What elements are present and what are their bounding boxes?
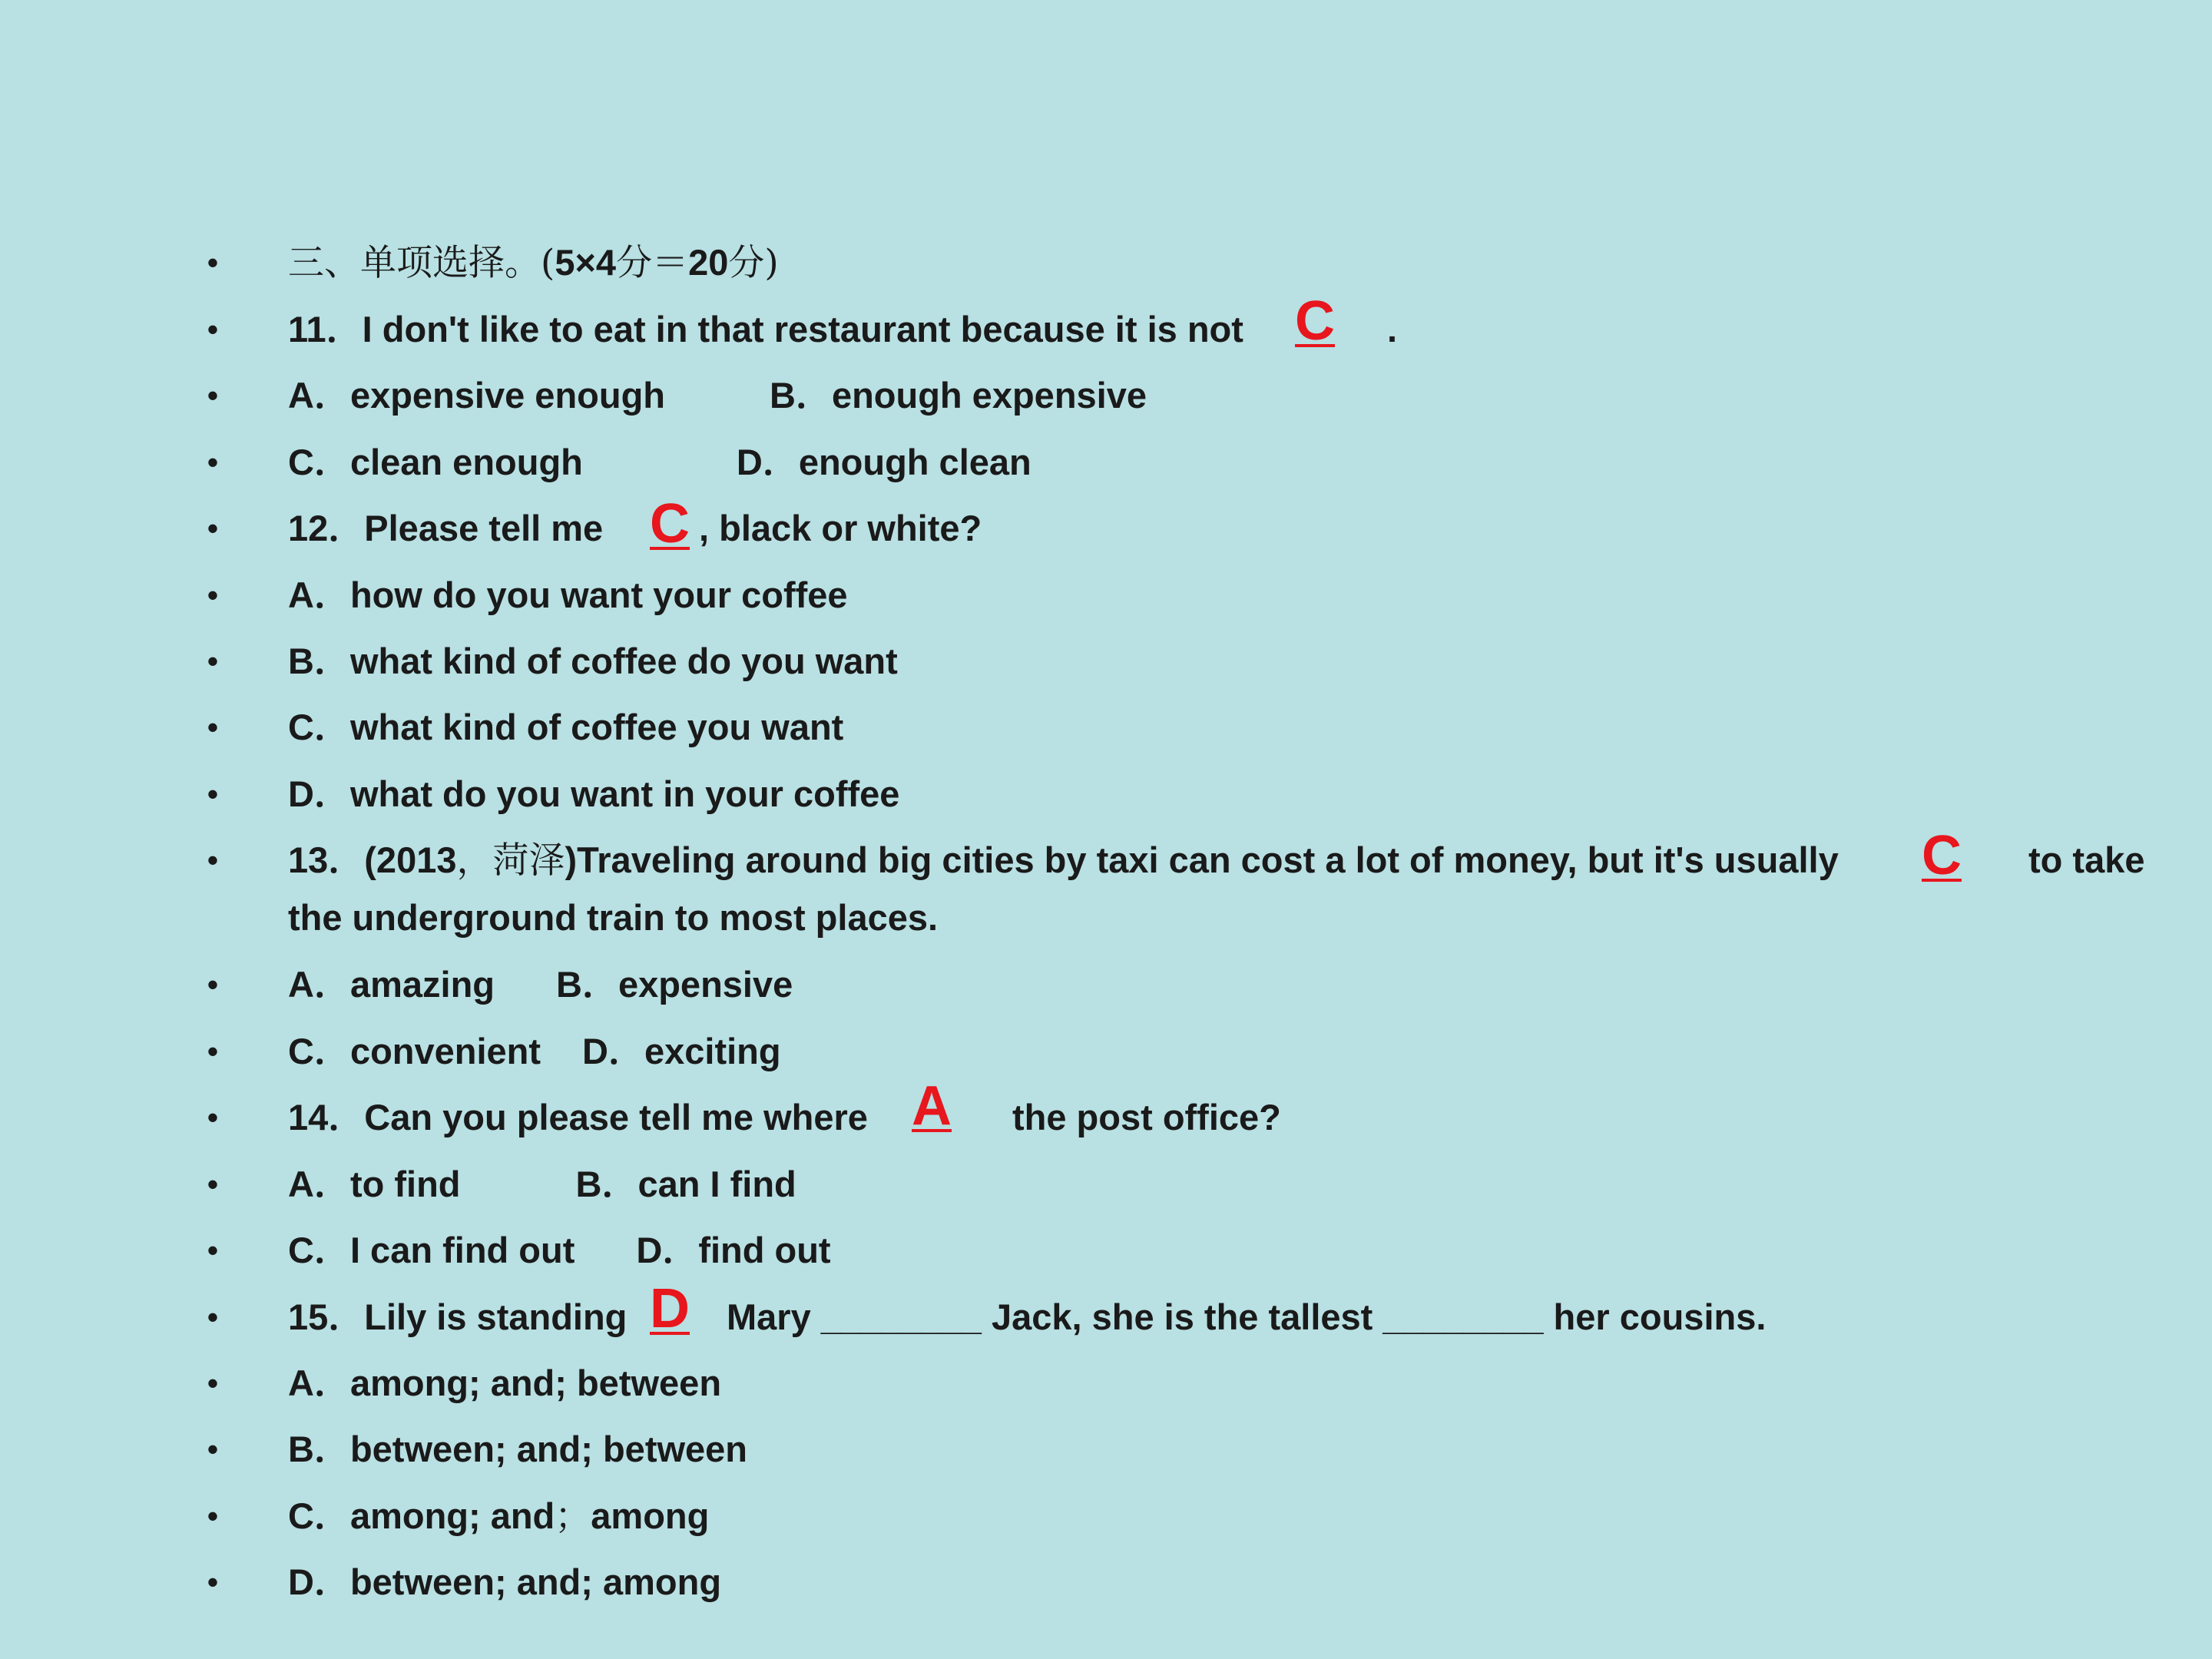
question-12-rest: , black or white? xyxy=(699,508,982,548)
answer-11: C xyxy=(1295,290,1335,352)
question-15: 15．Lily is standing xyxy=(288,1296,628,1337)
bullet: • xyxy=(207,377,219,413)
option-11-cd: C．clean enough D．enough clean xyxy=(288,442,1031,482)
bullet: • xyxy=(207,1033,219,1069)
bullet: • xyxy=(207,244,219,280)
question-13-tail: to take xyxy=(2028,839,2145,880)
bullet: • xyxy=(207,1564,219,1600)
question-14-rest: the post office? xyxy=(1012,1097,1281,1137)
bullet: • xyxy=(207,1166,219,1202)
bullet: • xyxy=(207,444,219,480)
option-14-ab: A．to find B．can I find xyxy=(288,1164,796,1204)
bullet: • xyxy=(207,842,219,878)
bullet: • xyxy=(207,1099,219,1135)
option-15-b: B．between; and; between xyxy=(288,1429,748,1469)
answer-12: C xyxy=(650,493,690,555)
answer-13: C xyxy=(1922,825,1962,886)
question-12: 12．Please tell me xyxy=(288,508,604,548)
bullet: • xyxy=(207,966,219,1002)
option-12-c: C．what kind of coffee you want xyxy=(288,707,844,747)
bullet: • xyxy=(207,776,219,812)
bullet: • xyxy=(207,1498,219,1534)
bullet: • xyxy=(207,709,219,745)
answer-14: A xyxy=(912,1075,952,1137)
option-12-a: A．how do you want your coffee xyxy=(288,575,848,615)
question-14: 14．Can you please tell me where xyxy=(288,1097,868,1137)
question-11: 11．I don't like to eat in that restaurant because it is not xyxy=(288,309,1243,349)
option-15-c: C．among; and；among xyxy=(288,1495,710,1538)
bullet: • xyxy=(207,1431,219,1467)
question-13: 13．(2013，菏泽)Traveling around big cities by taxi can cost a lot of money, but it's usually xyxy=(288,839,1839,882)
bullet: • xyxy=(207,510,219,546)
option-13-ab: A．amazing B．expensive xyxy=(288,964,793,1005)
bullet: • xyxy=(207,311,219,347)
option-15-d: D．between; and; among xyxy=(288,1561,722,1602)
option-14-cd: C．I can find out D．find out xyxy=(288,1230,831,1270)
bullet: • xyxy=(207,1232,219,1268)
question-11-end: . xyxy=(1387,309,1398,349)
option-11-ab: A．expensive enough B．enough expensive xyxy=(288,375,1147,416)
bullet: • xyxy=(207,577,219,613)
option-12-d: D．what do you want in your coffee xyxy=(288,773,900,814)
answer-15: D xyxy=(650,1278,690,1339)
question-15-rest: Mary ________ Jack, she is the tallest ________ her cousins. xyxy=(727,1296,1767,1337)
bullet: • xyxy=(207,643,219,679)
option-13-cd: C．convenient D．exciting xyxy=(288,1031,781,1071)
section-heading: 三、单项选择。(5×4分＝20分) xyxy=(288,242,779,284)
bullet: • xyxy=(207,1299,219,1335)
question-13-line2: the underground train to most places. xyxy=(288,897,939,938)
option-12-b: B．what kind of coffee do you want xyxy=(288,641,898,681)
bullet: • xyxy=(207,1365,219,1401)
option-15-a: A．among; and; between xyxy=(288,1363,722,1403)
